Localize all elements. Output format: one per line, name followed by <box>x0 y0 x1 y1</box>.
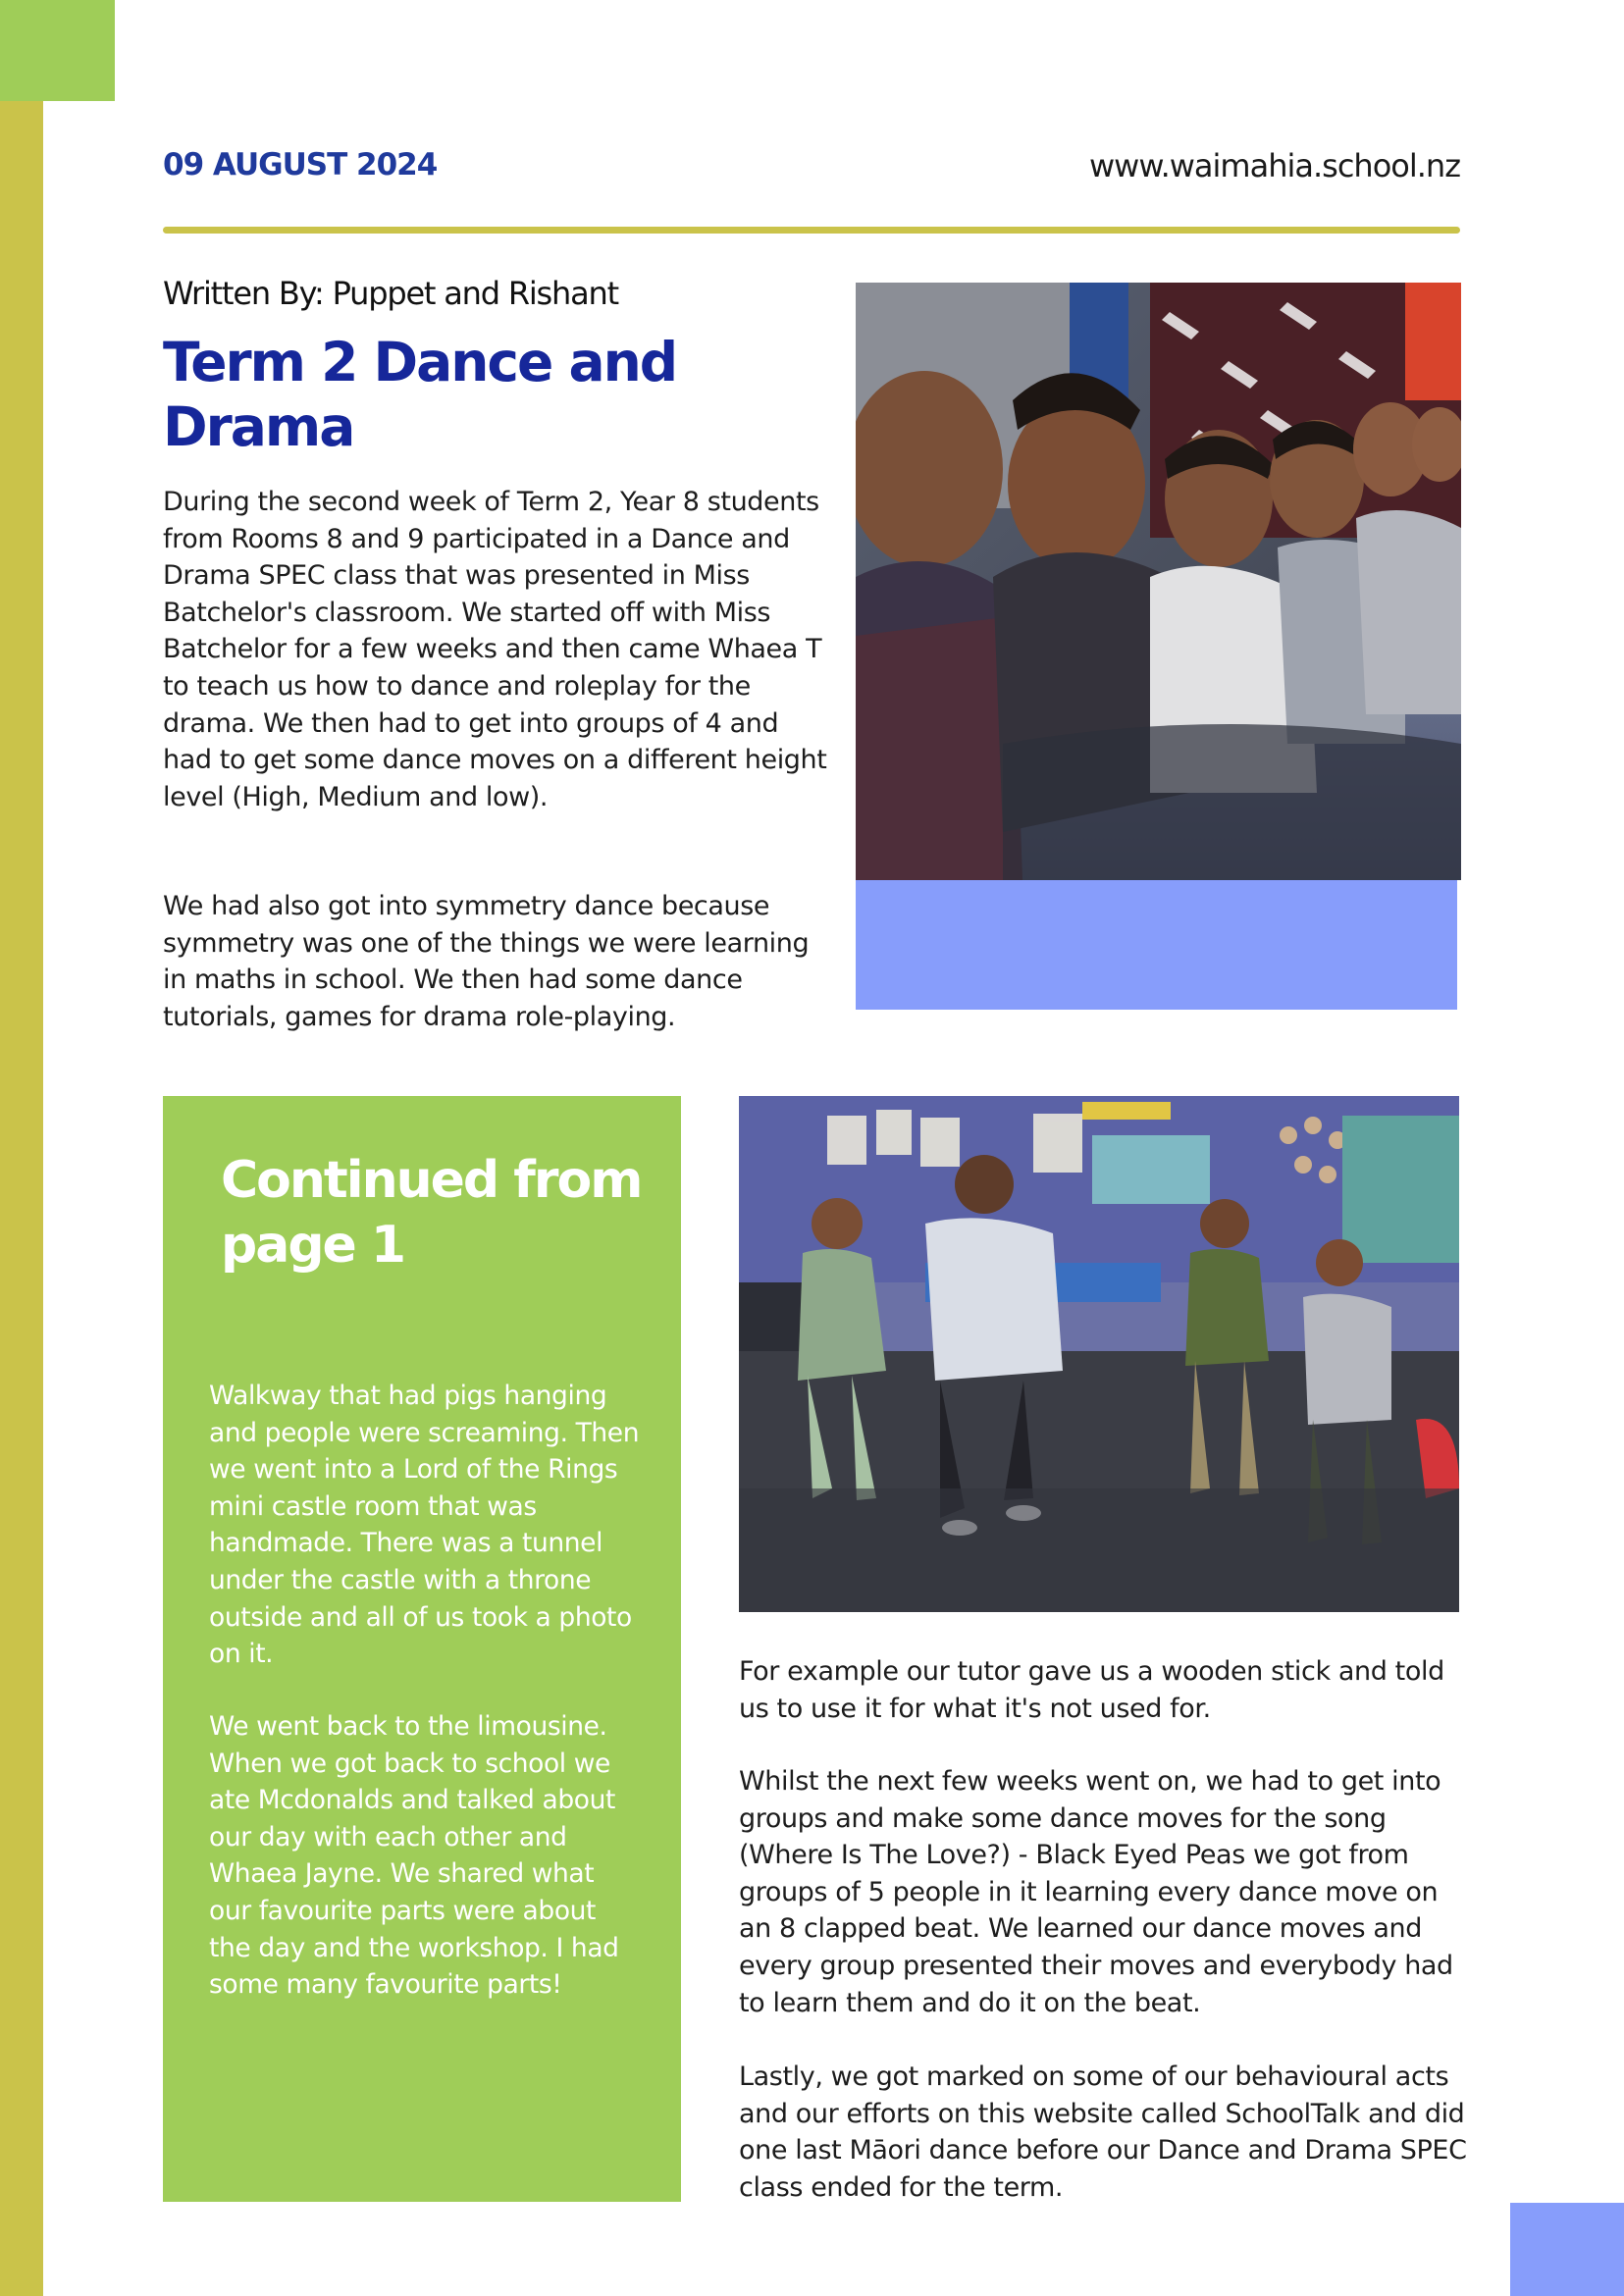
header-divider <box>163 227 1460 234</box>
continued-paragraph-1: Walkway that had pigs hanging and people were screaming. Then we went into a Lord of the Rings mini castle room that was handmade. There was a tunnel under the castle with a throne outside and all of us took a photo on it. <box>209 1381 640 1670</box>
article-paragraph-4: Whilst the next few weeks went on, we had to get into groups and make some dance moves for the song (Where Is The Love?) - Black Eyed Peas we got from groups of 5 people in it learning every dance move on an 8 clapped beat. We learned our dance moves and every group presented their moves and everybody had to learn them and do it on the beat. <box>739 1766 1453 2018</box>
students-seated-photo <box>856 283 1461 880</box>
corner-accent-blue <box>1510 2203 1624 2296</box>
continued-paragraph-2: We went back to the limousine. When we got back to school we ate Mcdonalds and talked about our day with each other and Whaea Jayne. We shared what our favourite parts were about the day and the workshop. I had some many favourite parts! <box>209 1711 619 2001</box>
article-paragraph-3: For example our tutor gave us a wooden stick and told us to use it for what it's not used for. <box>739 1656 1444 1724</box>
left-accent-strip <box>0 0 43 2296</box>
photo-caption-block <box>856 880 1457 1010</box>
corner-accent-green <box>0 0 115 101</box>
students-dancing-photo <box>739 1096 1459 1612</box>
school-website: www.waimahia.school.nz <box>1089 147 1460 184</box>
article-paragraph-2: We had also got into symmetry dance because symmetry was one of the things we were learning in maths in school. We then had some dance tutorials, games for drama role-playing. <box>163 891 810 1032</box>
article-paragraph-5: Lastly, we got marked on some of our behavioural acts and our efforts on this website called SchoolTalk and did one last Māori dance before our Dance and Drama SPEC class ended for the term. <box>739 2061 1467 2203</box>
author-byline: Written By: Puppet and Rishant <box>163 275 618 312</box>
article-paragraph-1: During the second week of Term 2, Year 8 students from Rooms 8 and 9 participated in a Dance and Drama SPEC class that was presented in Miss Batchelor's classroom. We started off with Miss Batchelor for a few weeks and then came Whaea T to teach us how to dance and roleplay for the drama. We then had to get into groups of 4 and had to get some dance moves on a different height level (High, Medium and low). <box>163 487 827 812</box>
issue-date: 09 AUGUST 2024 <box>163 147 438 183</box>
article-title: Term 2 Dance and Drama <box>163 331 677 458</box>
continued-title: Continued from page 1 <box>221 1151 642 1275</box>
